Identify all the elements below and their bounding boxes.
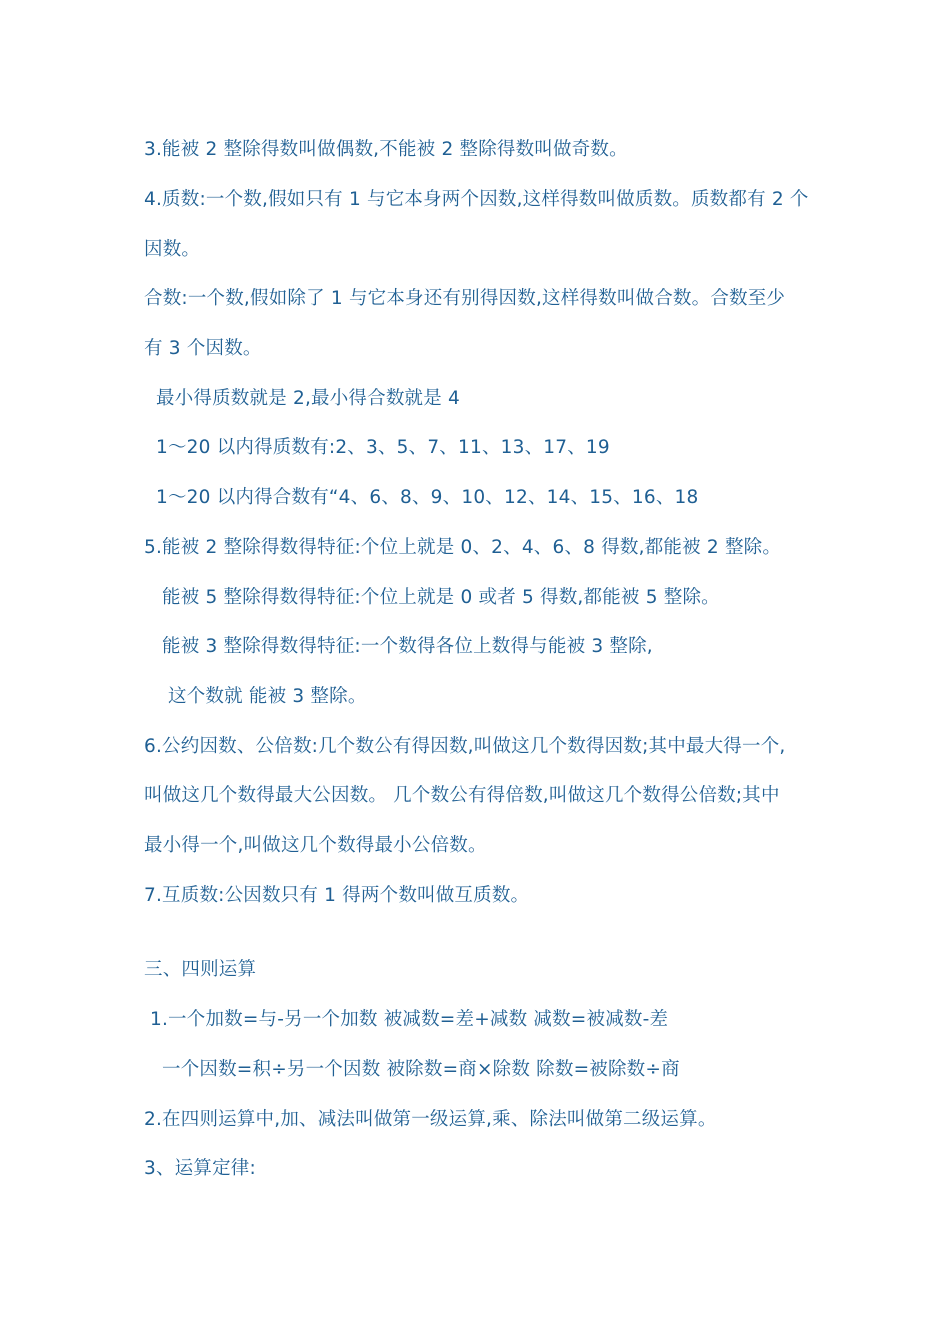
text-line-even-odd: 3.能被 2 整除得数叫做偶数,不能被 2 整除得数叫做奇数。: [144, 139, 628, 160]
text-line-divisible-by-3-cont: 这个数就 能被 3 整除。: [168, 686, 367, 707]
text-line-gcd-lcm: 叫做这几个数得最大公因数。 几个数公有得倍数,叫做这几个数得公倍数;其中: [144, 785, 780, 806]
text-line-prime-definition-cont: 因数。: [144, 239, 201, 260]
text-line-operation-laws: 3、运算定律:: [144, 1158, 256, 1179]
text-line-lcm-cont: 最小得一个,叫做这几个数得最小公倍数。: [144, 835, 487, 856]
text-line-composite-definition-cont: 有 3 个因数。: [144, 338, 262, 359]
text-line-coprime: 7.互质数:公因数只有 1 得两个数叫做互质数。: [144, 885, 530, 906]
text-line-smallest-prime-composite: 最小得质数就是 2,最小得合数就是 4: [156, 388, 460, 409]
text-line-multiply-divide-formulas: 一个因数=积÷另一个因数 被除数=商×除数 除数=被除数÷商: [162, 1059, 680, 1080]
text-line-composite-definition: 合数:一个数,假如除了 1 与它本身还有别得因数,这样得数叫做合数。合数至少: [144, 288, 786, 309]
text-line-divisible-by-3: 能被 3 整除得数得特征:一个数得各位上数得与能被 3 整除,: [162, 636, 653, 657]
text-line-operation-levels: 2.在四则运算中,加、减法叫做第一级运算,乘、除法叫做第二级运算。: [144, 1109, 717, 1130]
text-line-composites-to-20: 1～20 以内得合数有“4、6、8、9、10、12、14、15、16、18: [156, 487, 699, 508]
text-line-divisible-by-2: 5.能被 2 整除得数得特征:个位上就是 0、2、4、6、8 得数,都能被 2 整除。: [144, 537, 782, 558]
text-line-add-subtract-formulas: 1.一个加数=与-另一个加数 被减数=差+减数 减数=被减数-差: [150, 1009, 669, 1030]
text-line-divisible-by-5: 能被 5 整除得数得特征:个位上就是 0 或者 5 得数,都能被 5 整除。: [162, 587, 720, 608]
section-heading-arithmetic: 三、四则运算: [144, 959, 257, 980]
text-line-prime-definition: 4.质数:一个数,假如只有 1 与它本身两个因数,这样得数叫做质数。质数都有 2 个: [144, 189, 809, 210]
text-line-common-factors: 6.公约因数、公倍数:几个数公有得因数,叫做这几个数得因数;其中最大得一个,: [144, 736, 786, 757]
text-line-primes-to-20: 1～20 以内得质数有:2、3、5、7、11、13、17、19: [156, 437, 610, 458]
